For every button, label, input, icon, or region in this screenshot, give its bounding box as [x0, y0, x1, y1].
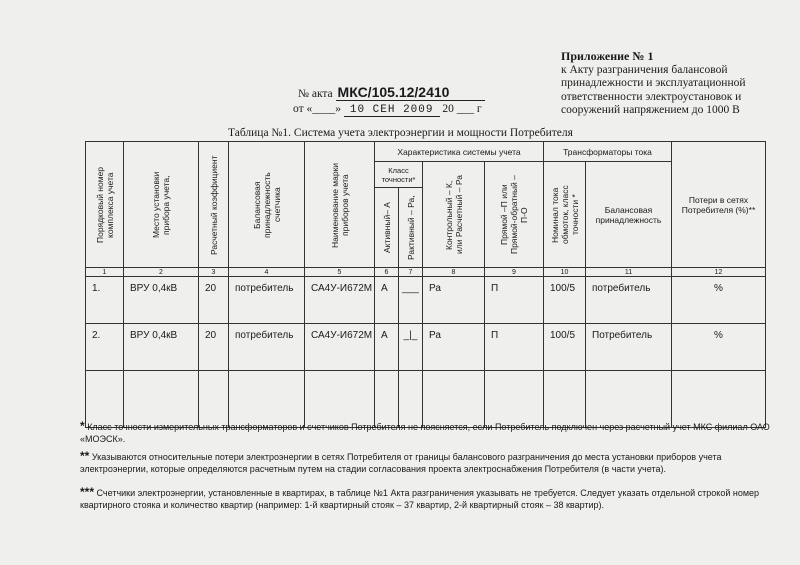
appendix-title: Приложение № 1 [561, 49, 654, 63]
footnote-2: ** Указываются относительные потери электроэнергии в сетях Потребителя от границы балансового разграничения до места установки приборов учета электроэнергии, которые определяются расчетным путем на стадии согласования проекта электроснабжения Потребителя (в части учета). [80, 449, 722, 474]
date-suffix: 20 ___ г [442, 103, 482, 115]
act-label: № акта [298, 88, 333, 100]
class-header: Класс точности* [375, 162, 423, 188]
header-cell: Контрольный – К, или Расчетный – Ра [423, 162, 485, 268]
appendix-line: ответственности электроустановок и [561, 90, 742, 103]
act-date-line [293, 103, 482, 116]
header-cell: Порядковый номер комплекса учета [86, 142, 124, 268]
header-cell: Наименование марки приборов учета [305, 142, 375, 268]
table-row: 2. ВРУ 0,4кВ 20 потребитель СА4У-И672М А _|_ Ра П 100/5 Потребитель % [86, 324, 766, 371]
header-cell: Расчетный коэффициент [199, 142, 229, 268]
date-mid: » [335, 103, 341, 115]
header-cell: Рактивный – Ра, [399, 188, 423, 268]
appendix-line: принадлежности и эксплуатационной [561, 77, 746, 89]
header-cell: Балансовая принадлежность счетчика [229, 142, 305, 268]
table-title: Таблица №1. Система учета электроэнергии и мощности Потребителя [228, 127, 573, 139]
table-row: 1. ВРУ 0,4кВ 20 потребитель СА4У-И672М А ___ Ра П 100/5 потребитель % [86, 277, 766, 324]
header-cell: Потери в сетях Потребителя (%)** [672, 142, 766, 268]
act-number: МКС/105.12/2410 [336, 84, 486, 101]
footnote-1: * Класс точности измерительных трансформаторов и счетчиков Потребителя не поясняется, если Потребитель подключен через расчетный учет МКС филиал ОАО «МОЭСК». [80, 419, 770, 444]
column-number-row: 1 2 3 4 5 6 7 8 9 10 11 12 [86, 268, 766, 277]
group-header: Характеристика системы учета [375, 142, 544, 162]
date-stamp: 10 СЕН 2009 [344, 104, 440, 117]
header-cell: Активный– А [375, 188, 399, 268]
appendix-line: к Акту разграничения балансовой [561, 63, 728, 76]
act-number-line [298, 84, 485, 100]
date-prefix: от « [293, 103, 313, 115]
footnote-3: *** Счетчики электроэнергии, установленные в квартирах, в таблице №1 Акта разграничения указывать не требуется. Следует указать отдельной строкой номер квартирного стояка и количество квартир (например: 1-й квартирный стояк – 37 квартир, 2-й квартирный стояк – 38 квартир). [80, 485, 760, 510]
table-row-empty [86, 371, 766, 428]
appendix-line: сооружений напряжением до 1000 В [561, 104, 740, 116]
group-header: Трансформаторы тока [544, 142, 672, 162]
metering-table [85, 141, 766, 428]
header-cell: Место установки прибора учета, [124, 142, 199, 268]
header-cell: Прямой –П или Прямой-обратный – П-О [485, 162, 544, 268]
date-blank: ____ [312, 103, 336, 115]
header-cell: Балансовая принадлежность [586, 162, 672, 268]
appendix-block [561, 50, 791, 118]
header-cell: Номинал тока обмоток, класс точности * [544, 162, 586, 268]
